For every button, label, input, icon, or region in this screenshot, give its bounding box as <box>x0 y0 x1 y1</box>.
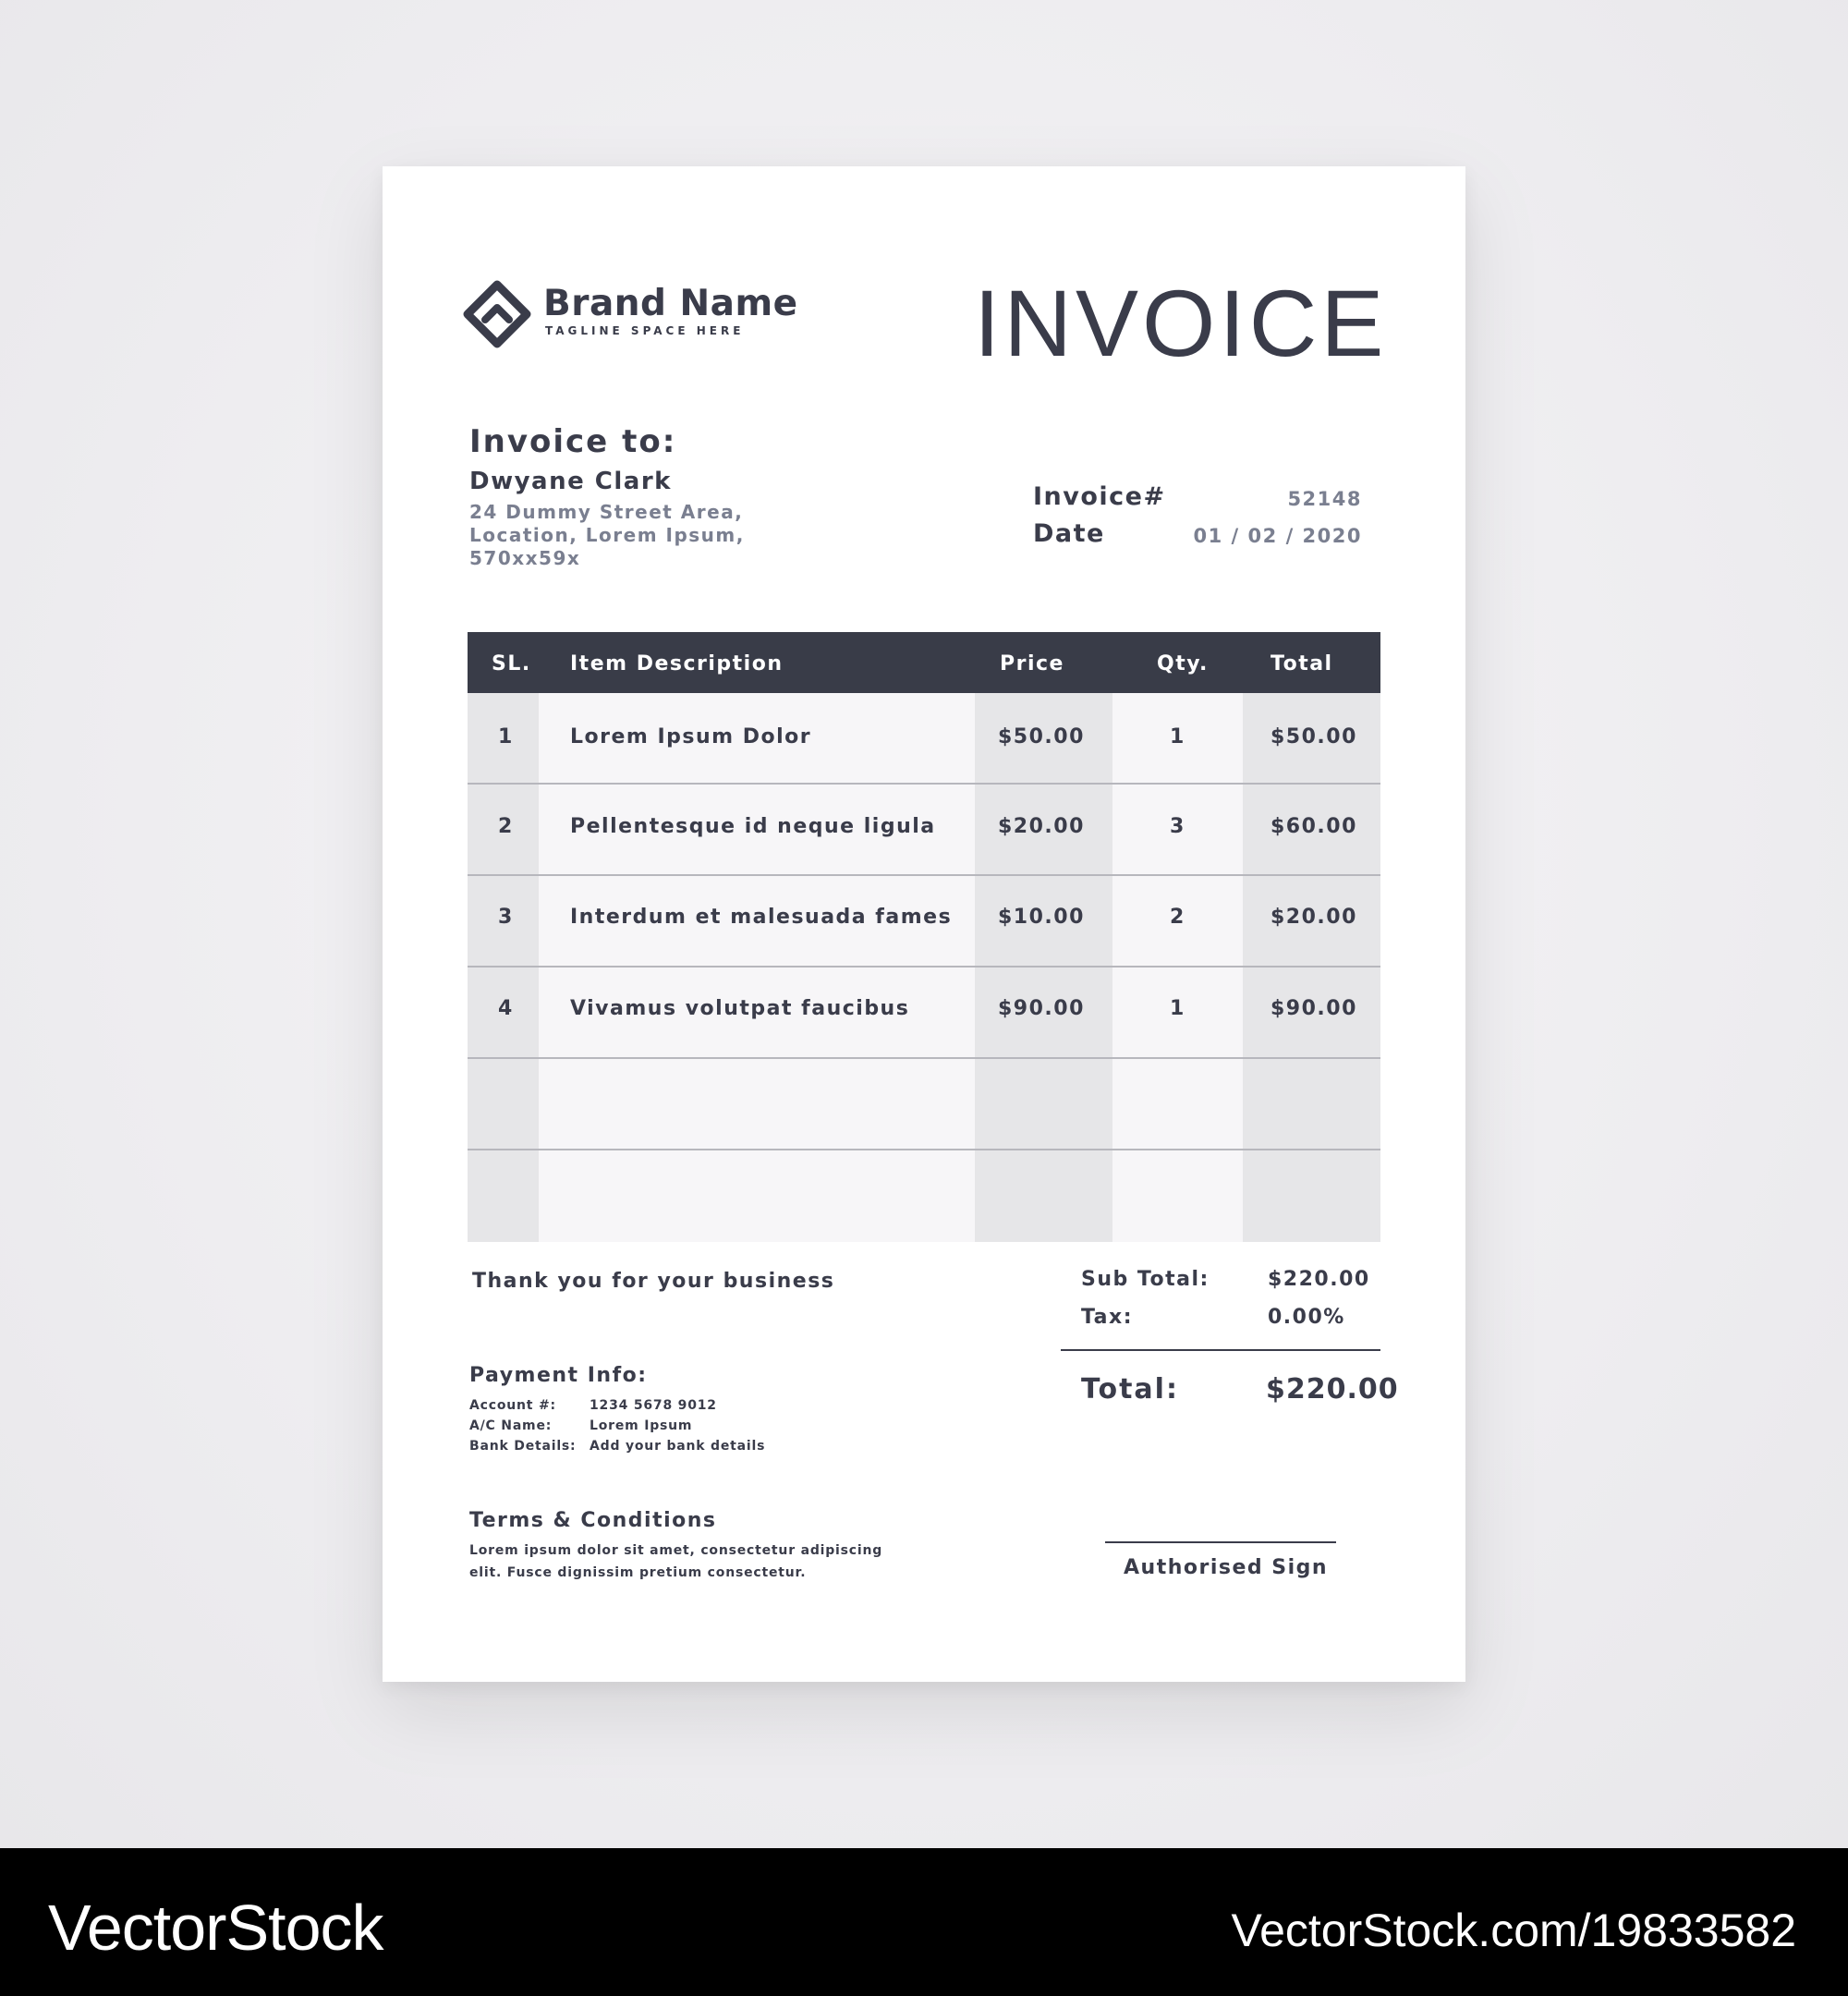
watermark-brand: VectorStock <box>48 1892 383 1964</box>
table-row-price: $10.00 <box>998 906 1085 929</box>
row-divider <box>468 874 1380 876</box>
watermark-url: VectorStock.com/19833582 <box>1231 1905 1796 1956</box>
brand-tagline: TAGLINE SPACE HERE <box>545 324 745 337</box>
row-divider <box>468 783 1380 785</box>
header-description: Item Description <box>570 652 784 675</box>
payment-account-value: 1234 5678 9012 <box>590 1398 717 1413</box>
row-divider <box>468 1057 1380 1059</box>
subtotal-value: $220.00 <box>1268 1268 1370 1291</box>
signature-label: Authorised Sign <box>1124 1556 1329 1579</box>
brand-name: Brand Name <box>543 283 798 324</box>
grand-total-label: Total: <box>1081 1373 1179 1406</box>
table-row-total: $50.00 <box>1270 725 1357 748</box>
invoice-to-label: Invoice to: <box>469 423 677 460</box>
header-qty: Qty. <box>1157 652 1209 675</box>
date-value: 01 / 02 / 2020 <box>1193 525 1362 547</box>
invoice-number-value: 52148 <box>1287 488 1362 510</box>
thank-you-note: Thank you for your business <box>472 1270 835 1293</box>
table-row-total: $20.00 <box>1270 906 1357 929</box>
recipient-address-line: 570xx59x <box>469 547 581 569</box>
row-divider <box>468 1149 1380 1150</box>
tax-label: Tax: <box>1081 1306 1134 1329</box>
diamond-logo-icon <box>462 279 532 349</box>
table-row-price: $20.00 <box>998 815 1085 838</box>
table-row-qty: 1 <box>1170 997 1185 1020</box>
grand-total-value: $220.00 <box>1266 1373 1399 1406</box>
payment-name-value: Lorem Ipsum <box>590 1418 693 1433</box>
tax-value: 0.00% <box>1268 1306 1345 1329</box>
table-row-total: $60.00 <box>1270 815 1357 838</box>
table-header <box>468 632 1380 693</box>
invoice-sheet <box>383 166 1465 1682</box>
table-row-total: $90.00 <box>1270 997 1357 1020</box>
recipient-name: Dwyane Clark <box>469 468 672 495</box>
table-row-description: Lorem Ipsum Dolor <box>570 725 812 748</box>
watermark-banner <box>0 1848 1848 1996</box>
table-row-sl: 2 <box>498 815 514 838</box>
header-total: Total <box>1270 652 1333 675</box>
payment-account-label: Account #: <box>469 1398 556 1413</box>
payment-info-title: Payment Info: <box>469 1364 648 1387</box>
items-table <box>468 632 1380 1242</box>
table-row-sl: 4 <box>498 997 514 1020</box>
terms-text-line: Lorem ipsum dolor sit amet, consectetur adipiscing <box>469 1543 883 1558</box>
description-column <box>539 693 975 1242</box>
qty-column <box>1112 693 1243 1242</box>
table-row-qty: 2 <box>1170 906 1185 929</box>
recipient-address-line: Location, Lorem Ipsum, <box>469 524 745 546</box>
terms-text-line: elit. Fusce dignissim pretium consectetur. <box>469 1565 807 1580</box>
sl-column <box>468 693 539 1242</box>
table-row-sl: 1 <box>498 725 514 748</box>
header-sl: SL. <box>492 652 531 675</box>
table-row-sl: 3 <box>498 906 514 929</box>
table-row-qty: 1 <box>1170 725 1185 748</box>
total-column <box>1243 693 1380 1242</box>
signature-line <box>1105 1541 1336 1543</box>
invoice-number-label: Invoice# <box>1033 482 1166 511</box>
table-row-price: $90.00 <box>998 997 1085 1020</box>
table-row-qty: 3 <box>1170 815 1185 838</box>
header-price: Price <box>1000 652 1064 675</box>
totals-divider <box>1061 1349 1380 1351</box>
row-divider <box>468 966 1380 968</box>
date-label: Date <box>1033 519 1105 548</box>
table-row-description: Interdum et malesuada fames <box>570 906 953 929</box>
terms-title: Terms & Conditions <box>469 1509 717 1532</box>
payment-bank-value: Add your bank details <box>590 1439 766 1454</box>
payment-name-label: A/C Name: <box>469 1418 553 1433</box>
recipient-address-line: 24 Dummy Street Area, <box>469 501 744 523</box>
table-row-description: Pellentesque id neque ligula <box>570 815 936 838</box>
payment-bank-label: Bank Details: <box>469 1439 577 1454</box>
price-column <box>975 693 1112 1242</box>
table-row-price: $50.00 <box>998 725 1085 748</box>
invoice-title: INVOICE <box>974 271 1388 376</box>
table-row-description: Vivamus volutpat faucibus <box>570 997 910 1020</box>
subtotal-label: Sub Total: <box>1081 1268 1210 1291</box>
